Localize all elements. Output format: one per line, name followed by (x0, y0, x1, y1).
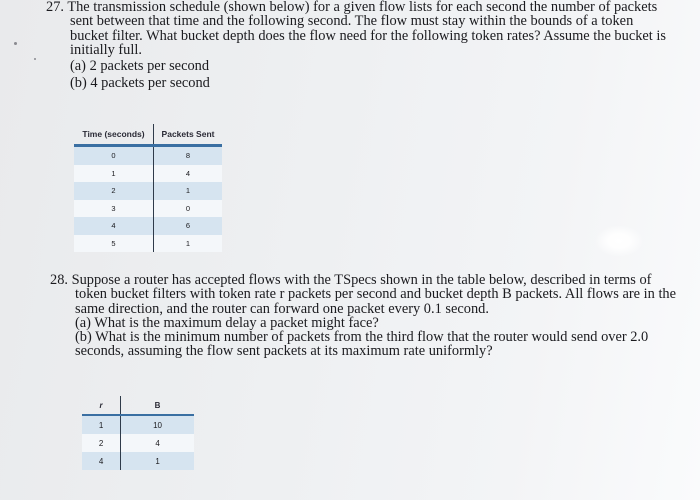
packets-cell: 1 (154, 235, 222, 253)
time-column-header: Time (seconds) (74, 124, 154, 146)
rate-column-header: r (82, 396, 121, 415)
table-row (74, 146, 222, 165)
transmission-schedule-table (74, 124, 222, 252)
question-27-line-4: initially full. (70, 41, 142, 58)
table-row (74, 217, 222, 235)
table-row (82, 452, 194, 470)
table-header-row (82, 396, 194, 415)
time-cell: 4 (74, 217, 154, 235)
packets-cell: 8 (154, 146, 222, 165)
table-row (74, 200, 222, 218)
question-27-line-3: bucket filter. What bucket depth does the flow need for the following token rates? Assume the bucket is (70, 27, 666, 44)
question-28-line-6: seconds, assuming the flow sent packets at its maximum rate uniformly? (75, 343, 493, 360)
question-28-part-a: (a) What is the maximum delay a packet might face? (75, 314, 379, 331)
question-28 (50, 273, 676, 359)
time-cell: 0 (74, 146, 154, 165)
time-cell: 2 (74, 182, 154, 200)
time-cell: 3 (74, 200, 154, 218)
packets-cell: 6 (154, 217, 222, 235)
time-cell: 5 (74, 235, 154, 253)
table-header-row (74, 124, 222, 146)
stray-mark (14, 42, 17, 45)
table-row (74, 165, 222, 183)
question-28-part-b: (b) What is the minimum number of packets from the third flow that the router would send over 2.0 (75, 329, 649, 346)
depth-column-header: B (121, 396, 194, 415)
tspec-table (82, 396, 194, 470)
question-28-line-3: same direction, and the router can forward one packet every 0.1 second. (75, 300, 489, 317)
table-row (82, 415, 194, 434)
depth-cell: 1 (121, 452, 194, 470)
depth-cell: 4 (121, 434, 194, 452)
question-28-line-1: 28. Suppose a router has accepted flows with the TSpecs shown in the table below, described in terms of (50, 272, 652, 288)
question-27-line-1: 27. The transmission schedule (shown below) for a given flow lists for each second the number of packets (46, 0, 658, 15)
table-row (74, 182, 222, 200)
question-27 (48, 0, 666, 92)
rate-cell: 1 (82, 415, 121, 434)
question-28-line-2: token bucket filters with token rate r packets per second and bucket depth B packets. All flows are in the (75, 286, 677, 303)
depth-cell: 10 (121, 415, 194, 434)
packets-column-header: Packets Sent (154, 124, 222, 146)
question-27-option-a: (a) 2 packets per second (70, 58, 210, 75)
packets-cell: 4 (154, 165, 222, 183)
time-cell: 1 (74, 165, 154, 183)
light-glare (596, 226, 642, 256)
rate-cell: 4 (82, 452, 121, 470)
question-27-option-b: (b) 4 packets per second (70, 75, 210, 92)
stray-mark (34, 58, 36, 60)
packets-cell: 0 (154, 200, 222, 218)
packets-cell: 1 (154, 182, 222, 200)
question-27-line-2: sent between that time and the following second. The flow must stay within the bounds of a token (70, 13, 634, 30)
table-row (82, 434, 194, 452)
table-row (74, 235, 222, 253)
rate-cell: 2 (82, 434, 121, 452)
